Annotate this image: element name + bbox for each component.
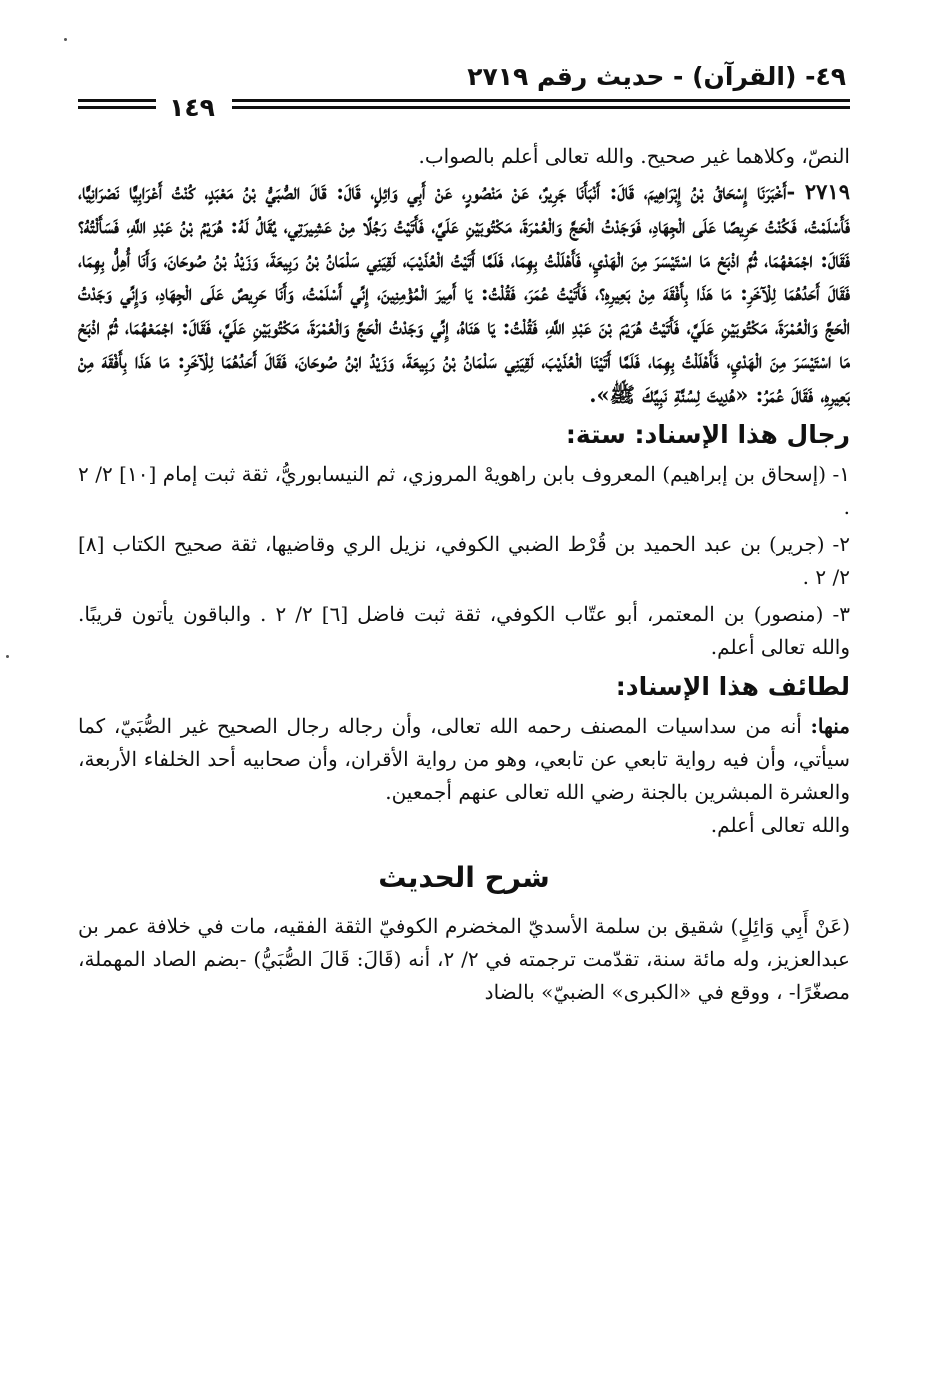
header-rule-left [78, 99, 156, 109]
narrator-item-2: ٢- (جرير) بن عبد الحميد بن قُرْط الضبي الكوفي، نزيل الري وقاضيها، ثقة صحيح الكتاب [٨] ٢/ ٢ . [78, 531, 850, 589]
scan-speck [6, 655, 9, 658]
header-rule-right [232, 99, 850, 109]
subtleties-heading: لطائف هذا الإسناد: [615, 671, 850, 701]
page-number: ١٤٩ [169, 93, 215, 122]
running-head: ٤٩- (القرآن) - حديث رقم ٢٧١٩ [467, 62, 846, 91]
commentary-text: (عَنْ أَبِي وَائِلٍ) شقيق بن سلمة الأسديّ المخضرم الكوفيّ الثقة الفقيه، مات في خلافة عمر بن عبدالعزيز، وله مائة سنة، تقدّمت ترجمته في ٢/ ٢، أنه (قَالَ: قَالَ الصُّبَيُّ) -بضم الصاد المهملة، مصغّرًا- ، ووقع في «الكبرى» الضبيّ» بالضاد [78, 913, 850, 1004]
hadith-text: ٢٧١٩ -أَخْبَرَنَا إِسْحَاقُ بْنُ إِبْرَاهِيمَ، قَالَ: أَنْبَأَنَا جَرِيرٌ، عَنْ مَنْصُورٍ، عَنْ أَبِي وَائِلٍ، قَالَ: قَالَ الصُّبَيُّ بْنُ مَعْبَدٍ، كُنْتُ أَعْرَابِيًّا نَصْرَانِيًّا، فَأَسْلَمْتُ، فَكُنْتُ حَرِيصًا عَلَى الْجِهَادِ، فَوَجَدْتُ الْحَجَّ وَالْعُمْرَةَ، مَكْتُوبَيْنِ عَلَيَّ، فَأَتَيْتُ رَجُلًا مِنْ عَشِيرَتِي، يُقَالُ لَهُ: هُرَيْمُ بْنُ عَبْدِ اللَّهِ، فَسَأَلْتُهُ؟ فَقَالَ: اجْمَعْهُمَا، ثُمَّ اذْبَحْ مَا اسْتَيْسَرَ مِنَ الْهَدْيِ، فَأَهْلَلْتُ بِهِمَا، فَلَمَّا أَتَيْتُ الْعُذَيْبَ، لَقِيَنِي سَلْمَانُ بْنُ رَبِيعَةَ، وَزَيْدُ بْنُ صُوحَانَ، وَأَنَا أُهِلُّ بِهِمَا، فَقَالَ أَحَدُهُمَا لِلْآخَرِ: مَا هَذَا بِأَفْقَهَ مِنْ بَعِيرِهِ؟، فَأَتَيْتُ عُمَرَ، فَقُلْتُ: يَا أَمِيرَ الْمُؤْمِنِينَ، إِنِّي أَسْلَمْتُ، وَأَنَا حَرِيصٌ عَلَى الْجِهَادِ، وَإِنِّي وَجَدْتُ الْحَجَّ وَالْعُمْرَةَ، مَكْتُوبَيْنِ عَلَيَّ، فَأَتَيْتُ هُرَيْمَ بْنَ عَبْدِ اللَّهِ، فَقُلْتُ: يَا هَنَاهُ، إِنِّي وَجَدْتُ الْحَجَّ وَالْعُمْرَةَ، مَكْتُوبَيْنِ عَلَيَّ، فَقَالَ: اجْمَعْهُمَا، ثُمَّ اذْبَحْ مَا اسْتَيْسَرَ مِنَ الْهَدْيِ، فَأَهْلَلْتُ بِهِمَا، فَلَمَّا أَتَيْنَا الْعُذَيْبَ، لَقِيَنِي سَلْمَانُ بْنُ رَبِيعَةَ، وَزَيْدُ ابْنُ صُوحَانَ، فَقَالَ أَحَدُهُمَا لِلْآخَرِ: مَا هَذَا بِأَفْقَهَ مِنْ بَعِيرِهِ، فَقَالَ عُمَرُ: «هُدِيتَ لِسُنَّةِ نَبِيِّكَ ﷺ». [78, 179, 851, 407]
commentary-heading: شرح الحديث [378, 860, 550, 894]
narrator-item-3: ٣- (منصور) بن المعتمر، أبو عتّاب الكوفي، ثقة ثبت فاضل [٦] ٢/ ٢ . والباقون يأتون قريبًا. والله تعالى أعلم. [78, 601, 850, 659]
narrator-item-1: ١- (إسحاق بن إبراهيم) المعروف بابن راهويهْ المروزي، ثم النيسابوريُّ، ثقة ثبت إمام [١٠] ٢/ ٢ . [78, 461, 850, 519]
subtleties-closing: والله تعالى أعلم. [710, 812, 850, 837]
page-body [78, 140, 850, 1009]
subtleties-text: أنه من سداسيات المصنف رحمه الله تعالى، وأن رجاله رجال الصحيح غير الصُّبَيّ، كما سيأتي، وأن فيه رواية تابعي عن تابعي، وهو من رواية الأقران، وأن صحابيه أحد الخلفاء الأربعة، والعشرة المبشرين بالجنة رضي الله تعالى عنهم أجمعين. [78, 713, 850, 804]
opening-line: النصّ، وكلاهما غير صحيح. والله تعالى أعلم بالصواب. [418, 144, 850, 168]
scan-speck [64, 38, 67, 41]
subtleties-lead: منها: [810, 713, 850, 738]
narrators-heading: رجال هذا الإسناد: ستة: [565, 419, 850, 449]
subtleties-paragraph [78, 710, 850, 809]
